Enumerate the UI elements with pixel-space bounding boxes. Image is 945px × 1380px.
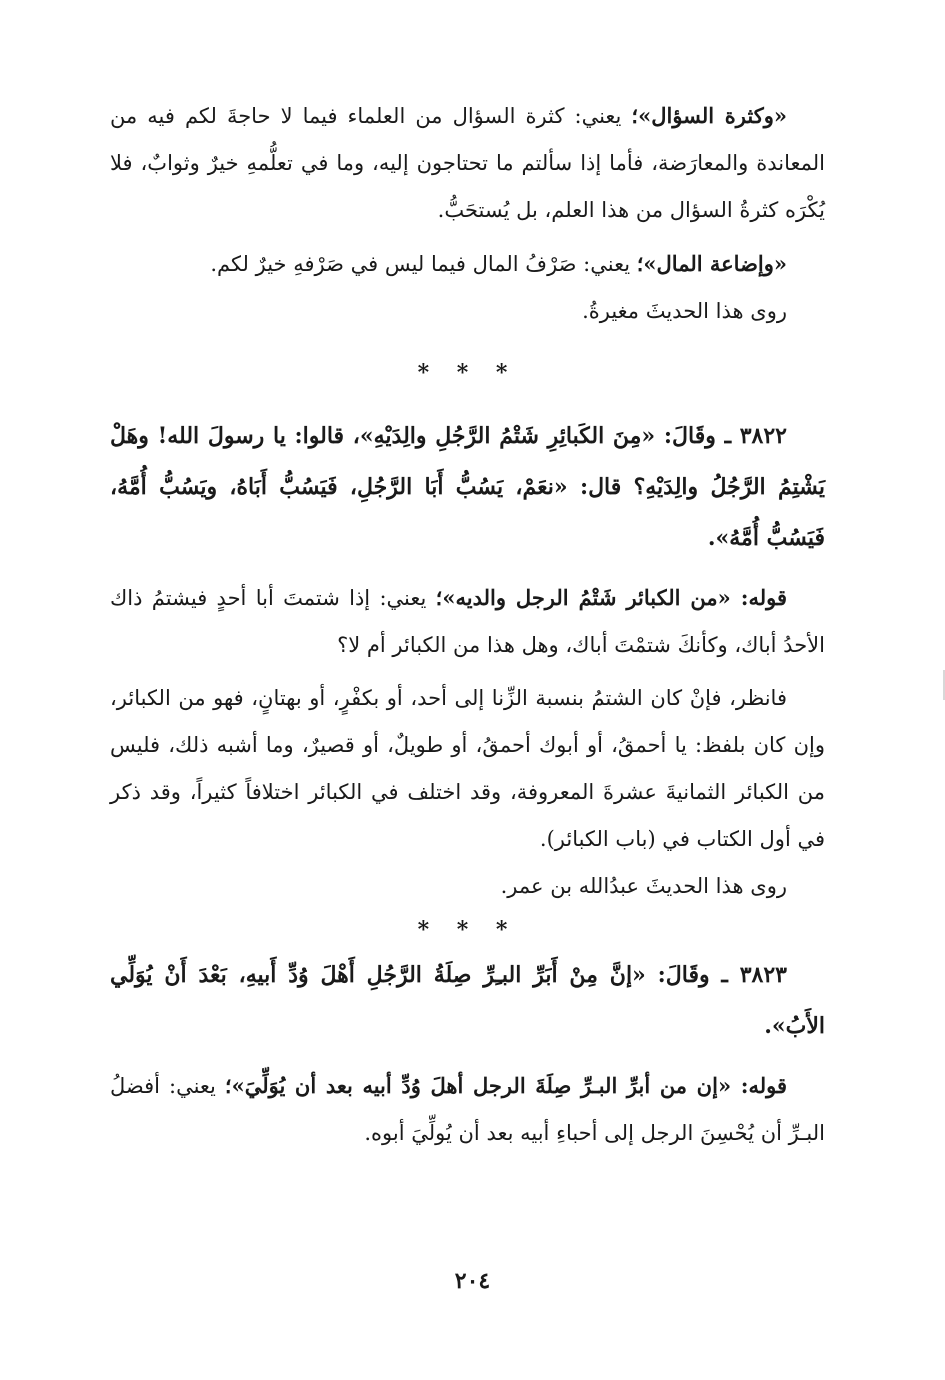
lead-phrase: «وكثرة السؤال»؛ [631, 103, 787, 128]
paragraph-text: يعني: صَرْفُ المال فيما ليس في صَرْفهِ خيرٌ لكم. [210, 252, 637, 276]
paragraph-many-questions [110, 92, 825, 234]
commentary-3822-p2 [110, 675, 825, 863]
narrator-text: روى هذا الحديثَ مغيرةُ. [582, 299, 787, 323]
paragraph-text: يعني: إذا شتمتَ أبا أحدٍ فيشتمُ ذاك الأحدُ أباك، وكأنكَ شتمْتَ أباك، وهل هذا من الكبائر أم لا؟ [110, 586, 825, 657]
lead-phrase: قوله: «إن من أبرِّ البـرِّ صِلَةَ الرجل أهلَ وُدِّ أبيه بعد أن يُوَلِّيَ»؛ [224, 1073, 787, 1098]
section-separator: * * * [417, 917, 518, 943]
hadith-text: ٣٨٢٢ ـ وقَالَ: «مِنَ الكَبائِرِ شَتْمُ الرَّجُلِ والِدَيْهِ»، قالوا: يا رسولَ الله! وهَلْ يَشْتِمُ الرَّجُلُ والِدَيْهِ؟ قال: «نعَمْ، يَسُبُّ أَبَا الرَّجُلِ، فَيَسُبُّ أَبَاهُ، ويَسُبُّ أُمَّهُ، فَيَسُبُّ أُمَّهُ». [110, 423, 825, 551]
hadith-3823 [110, 950, 825, 1052]
narrator-text: روى هذا الحديثَ عبدُالله بن عمر. [500, 874, 787, 898]
commentary-3823-p1 [110, 1062, 825, 1157]
lead-phrase: «وإضاعة المال»؛ [636, 251, 787, 276]
paragraph-wasting-wealth [110, 240, 825, 288]
section-separator: * * * [417, 360, 518, 386]
commentary-3822-p1 [110, 574, 825, 669]
lead-phrase: قوله: «من الكبائر شَتْمُ الرجل والديه»؛ [435, 585, 788, 610]
paragraph-text: فانظر، فإنْ كان الشتمُ بنسبة الزِّنا إلى أحد، أو بكفْرٍ، أو بهتانٍ، فهو من الكبائر، وإن كان بلفظ: يا أحمقُ، أو أبوك أحمقُ، أو طويلٌ، أو قصيرٌ، وما أشبه ذلك، فليس من الكبائر الثمانيةَ عشرةَ المعروفة، وقد اختلف في الكبائر اختلافاً كثيراً، وقد ذكر في أول الكتاب في (باب الكبائر). [110, 686, 825, 851]
paragraph-text: يعني: كثرة السؤال من العلماء فيما لا حاجةَ لكم فيه من المعاندة والمعارَضة، فأما إذا سألتم ما تحتاجون إليه، وما في تعلُّمهِ خيرٌ وثوابٌ، فلا يُكْرَه كثرةُ السؤال من هذا العلم، بل يُستحَبُّ. [110, 104, 825, 222]
page-body [110, 92, 825, 1157]
hadith-3822 [110, 411, 825, 564]
page-number: ٢٠٤ [454, 1268, 491, 1294]
hadith-text: ٣٨٢٣ ـ وقَالَ: «إنَّ مِنْ أَبَرِّ البـِرِّ صِلَةُ الرَّجُلِ أَهْلَ وُدِّ أَبيهِ، بَعْدَ أَنْ يُوَلِّي الأَبُ». [110, 962, 825, 1039]
paragraph-narrator [110, 288, 825, 335]
paragraph-text: يعني: أفضلُ البـرِّ أن يُحْسِنَ الرجل إلى أحباءِ أبيه بعد أن يُولِّيَ أبوه. [110, 1074, 825, 1145]
commentary-3822-narrator [110, 863, 825, 910]
